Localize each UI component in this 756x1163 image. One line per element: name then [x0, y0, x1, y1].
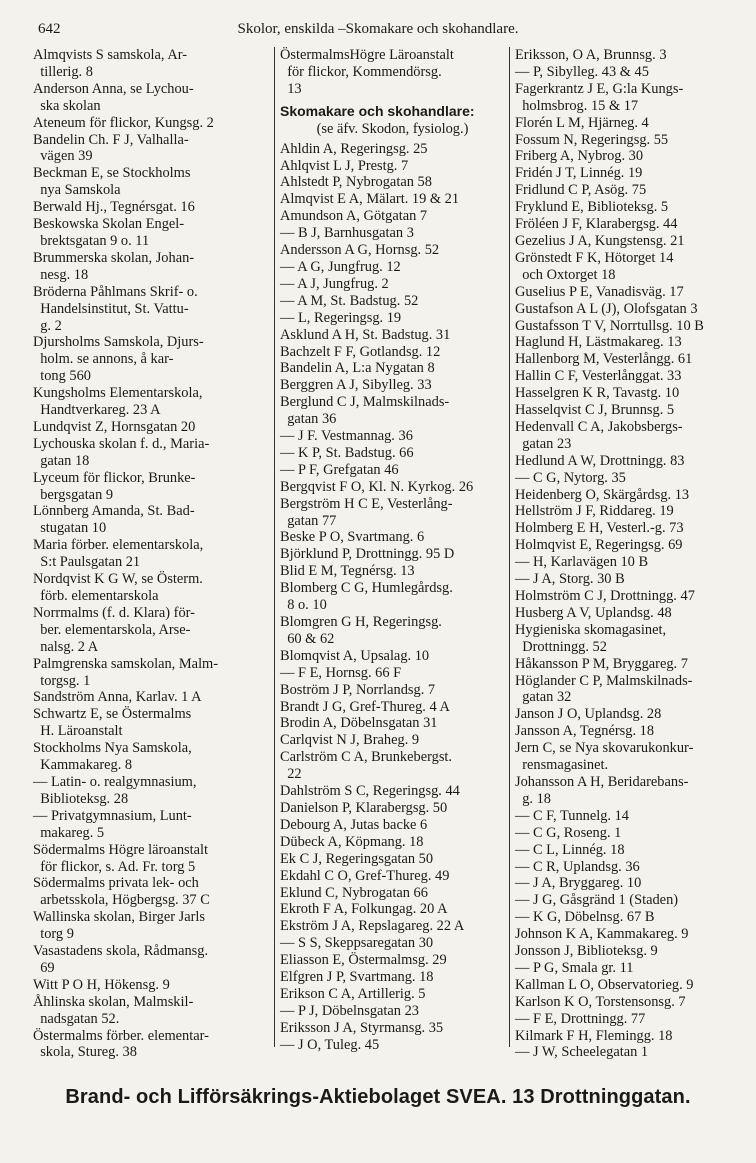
directory-entry: Vasastadens skola, Rådmansg.: [33, 943, 209, 960]
directory-entry: — J W, Scheelegatan 1: [515, 1044, 649, 1061]
directory-entry: Ekström J A, Repslagareg. 22 A: [280, 918, 465, 935]
directory-entry: 13: [280, 80, 302, 97]
directory-entry: — H, Karlavägen 10 B: [515, 554, 649, 571]
directory-entry: Johansson A H, Beridarebans-: [515, 773, 689, 790]
directory-entry: Drottningg. 52: [515, 638, 607, 655]
directory-entry: — J F. Vestmannag. 36: [280, 428, 413, 445]
directory-entry: gatan 23: [515, 435, 572, 452]
directory-entry: — J A, Storg. 30 B: [515, 571, 625, 588]
directory-entry: — C G, Nytorg. 35: [515, 469, 626, 486]
directory-entry: torg 9: [33, 926, 74, 943]
directory-entry: g. 2: [33, 317, 62, 334]
directory-entry: Karlson K O, Torstensonsg. 7: [515, 993, 686, 1010]
directory-entry: för flickor, Kommendörsg.: [280, 63, 442, 80]
directory-entry: — C G, Roseng. 1: [515, 824, 622, 841]
directory-entry: Holmberg E H, Vesterl.-g. 73: [515, 520, 684, 537]
directory-entry: nadsgatan 52.: [33, 1010, 120, 1027]
directory-entry: Johnson K A, Kammakareg. 9: [515, 926, 689, 943]
directory-entry: Hallenborg M, Vesterlångg. 61: [515, 351, 693, 368]
directory-entry: Almqvists S samskola, Ar-: [33, 47, 188, 63]
directory-entry: Jansson A, Tegnérsg. 18: [515, 723, 655, 740]
directory-entry: Hedlund A W, Drottningg. 83: [515, 452, 685, 469]
directory-entry: Björklund P, Drottningg. 95 D: [280, 546, 455, 563]
directory-entry: Bandelin A, L:a Nygatan 8: [280, 360, 435, 377]
directory-entry: Lundqvist Z, Hornsgatan 20: [33, 418, 196, 435]
directory-entry: — J A, Bryggareg. 10: [515, 875, 642, 892]
directory-entry: Kungsholms Elementarskola,: [33, 385, 203, 402]
directory-entry: Beskowska Skolan Engel-: [33, 216, 185, 233]
column-shoemakers-a: [275, 47, 510, 1053]
directory-entry: — A M, St. Badstug. 52: [280, 292, 419, 309]
directory-entry: Fridén J T, Linnég. 19: [515, 165, 643, 182]
directory-entry: 60 & 62: [280, 630, 335, 647]
directory-entry: Debourg A, Jutas backe 6: [280, 816, 428, 833]
directory-entry: H. Läroanstalt: [33, 723, 123, 740]
directory-entry: — C R, Uplandsg. 36: [515, 858, 640, 875]
directory-entry: Djursholms Samskola, Djurs-: [33, 334, 204, 351]
directory-entry: Carlström C A, Brunkebergst.: [280, 749, 453, 766]
directory-entry: Heidenberg O, Skärgårdsg. 13: [515, 486, 690, 503]
directory-entry: Palmgrenska samskolan, Malm-: [33, 655, 219, 672]
directory-entry: holmsbrog. 15 & 17: [515, 97, 639, 114]
directory-entry: Janson J O, Uplandsg. 28: [515, 706, 662, 723]
directory-entry: Hellström J F, Riddareg. 19: [515, 503, 674, 520]
directory-entry: Bröderna Påhlmans Skrif- o.: [33, 283, 198, 300]
directory-entry: torgsg. 1: [33, 672, 91, 689]
directory-entry: Almqvist E A, Mälart. 19 & 21: [280, 191, 460, 208]
directory-entry: Danielson P, Klarabergsg. 50: [280, 799, 448, 816]
directory-entry: Bandelin Ch. F J, Valhalla-: [33, 131, 189, 148]
directory-entry: gatan 18: [33, 452, 90, 469]
directory-entry: Boström J P, Norrlandsg. 7: [280, 681, 436, 698]
directory-entry: Södermalms Högre läroanstalt: [33, 841, 209, 858]
directory-entry: gatan 36: [280, 411, 337, 428]
directory-entry: Eklund C, Nybrogatan 66: [280, 884, 428, 901]
directory-entry: Dübeck A, Köpmang. 18: [280, 833, 424, 850]
directory-entry: Carlqvist N J, Braheg. 9: [280, 732, 420, 749]
directory-entry: Handtverkareg. 23 A: [33, 402, 161, 419]
directory-entry: Brandt J G, Gref-Thureg. 4 A: [280, 698, 450, 715]
directory-entry: gatan 32: [515, 689, 572, 706]
directory-entry: Biblioteksg. 28: [33, 790, 129, 807]
directory-entry: Asklund A H, St. Badstug. 31: [280, 326, 451, 343]
footer-advertisement: Brand- och Lifförsäkrings-Aktiebolaget SVEA. 13 Drottninggatan.: [65, 1086, 691, 1108]
directory-entry: Blomqvist A, Upsalag. 10: [280, 647, 430, 664]
directory-entry: Hasselgren K R, Tavastg. 10: [515, 385, 680, 402]
directory-entry: Brummerska skolan, Johan-: [33, 249, 195, 266]
directory-entry: förb. elementarskola: [33, 588, 159, 604]
directory-entry: ÖstermalmsHögre Läroanstalt: [280, 47, 454, 63]
directory-entry: Fossum N, Regeringsg. 55: [515, 131, 669, 148]
directory-entry: Bachzelt F F, Gotlandsg. 12: [280, 343, 441, 360]
directory-entry: makareg. 5: [33, 824, 105, 841]
directory-entry: Ahlqvist L J, Prestg. 7: [280, 157, 409, 174]
directory-entry: Gustafsson T V, Norrtullsg. 10 B: [515, 317, 704, 334]
directory-entry: Norrmalms (f. d. Klara) för-: [33, 604, 195, 621]
directory-entry: Witt P O H, Hökensg. 9: [33, 976, 170, 993]
directory-entry: Blid E M, Tegnérsg. 13: [280, 563, 415, 580]
directory-entry: — P G, Smala gr. 11: [515, 959, 634, 976]
directory-entry: Eriksson J A, Styrmansg. 35: [280, 1019, 444, 1036]
directory-entry: Wallinska skolan, Birger Jarls: [33, 909, 206, 926]
directory-entry: — Privatgymnasium, Lunt-: [33, 807, 192, 824]
directory-entry: — A J, Jungfrug. 2: [280, 275, 389, 292]
directory-entry: Anderson Anna, se Lychou-: [33, 80, 194, 97]
directory-entry: Brodin A, Döbelnsgatan 31: [280, 715, 438, 732]
directory-entry: tillerig. 8: [33, 63, 93, 80]
directory-entry: Ahldin A, Regeringsg. 25: [280, 140, 428, 157]
directory-entry: — C L, Linnég. 18: [515, 841, 625, 858]
directory-entry: Sandström Anna, Karlav. 1 A: [33, 689, 202, 706]
directory-entry: Ahlstedt P, Nybrogatan 58: [280, 174, 432, 191]
directory-entry: Beckman E, se Stockholms: [33, 165, 191, 182]
directory-entry: Husberg A V, Uplandsg. 48: [515, 604, 672, 621]
running-head: Skolor, enskilda –Skomakare och skohandlare.: [237, 21, 519, 37]
directory-entry: Gezelius J A, Kungstensg. 21: [515, 232, 685, 249]
directory-entry: 69: [33, 959, 55, 976]
directory-entry: — K G, Döbelnsg. 67 B: [515, 909, 655, 926]
directory-entry: Ekroth F A, Folkungag. 20 A: [280, 901, 448, 918]
directory-entry: Handelsinstitut, St. Vattu-: [33, 300, 189, 317]
directory-entry: Berggren A J, Sibylleg. 33: [280, 377, 432, 394]
directory-entry: Fagerkrantz J E, G:la Kungs-: [515, 80, 684, 97]
directory-entry: nya Samskola: [33, 182, 121, 199]
directory-entry: — K P, St. Badstug. 66: [280, 444, 414, 461]
directory-entry: Blomgren G H, Regeringsg.: [280, 614, 442, 630]
directory-entry: Kammakareg. 8: [33, 757, 133, 774]
directory-entry: Eriksson, O A, Brunnsg. 3: [515, 47, 667, 63]
directory-entry: stugatan 10: [33, 520, 107, 537]
directory-entry: 22: [280, 766, 302, 783]
directory-entry: Lychouska skolan f. d., Maria-: [33, 435, 210, 452]
directory-entry: — S S, Skeppsaregatan 30: [280, 935, 434, 952]
directory-entry: arbetsskola, Högbergsg. 37 C: [33, 892, 210, 909]
directory-entry: g. 18: [515, 790, 551, 807]
directory-entry: Holmström C J, Drottningg. 47: [515, 588, 695, 604]
directory-entry: — P F, Grefgatan 46: [280, 461, 399, 478]
directory-entry: Erikson C A, Artillerig. 5: [280, 985, 426, 1002]
directory-entry: gatan 77: [280, 512, 337, 529]
directory-entry: för flickor, s. Ad. Fr. torg 5: [33, 858, 196, 875]
directory-entry: Fridlund C P, Asög. 75: [515, 182, 647, 199]
directory-entry: — J G, Gåsgränd 1 (Staden): [515, 892, 679, 909]
directory-entry: — B J, Barnhusgatan 3: [280, 225, 414, 242]
directory-entry: Hygieniska skomagasinet,: [515, 621, 667, 638]
column-shoemakers-b: [510, 47, 725, 1061]
directory-entry: — J O, Tuleg. 45: [280, 1036, 380, 1053]
directory-entry: Fryklund E, Biblioteksg. 5: [515, 199, 669, 216]
directory-entry: — P J, Döbelnsgatan 23: [280, 1002, 419, 1019]
directory-entry: Ekdahl C O, Gref-Thureg. 49: [280, 867, 450, 884]
directory-entry: Höglander C P, Malmskilnads-: [515, 672, 693, 689]
directory-entry: Eliasson E, Östermalmsg. 29: [280, 952, 447, 969]
directory-entry: — C F, Tunnelg. 14: [515, 807, 630, 824]
directory-entry: nesg. 18: [33, 266, 89, 283]
directory-entry: Bergström H C E, Vesterlång-: [280, 495, 453, 512]
directory-columns: [33, 47, 725, 1061]
directory-entry: — Latin- o. realgymnasium,: [33, 773, 197, 790]
directory-entry: Friberg A, Nybrog. 30: [515, 148, 644, 165]
directory-entry: skola, Stureg. 38: [33, 1044, 137, 1061]
directory-entry: 8 o. 10: [280, 597, 327, 614]
directory-entry: Södermalms privata lek- och: [33, 875, 199, 892]
directory-entry: Lönnberg Amanda, St. Bad-: [33, 503, 195, 520]
directory-entry: Kallman L O, Observatorieg. 9: [515, 976, 694, 993]
directory-entry: Florén L M, Hjärneg. 4: [515, 114, 649, 131]
directory-entry: Hasselqvist C J, Brunnsg. 5: [515, 402, 675, 419]
directory-entry: rensmagasinet.: [515, 757, 609, 774]
directory-entry: Beske P O, Svartmang. 6: [280, 529, 425, 546]
directory-entry: Åhlinska skolan, Malmskil-: [33, 993, 194, 1010]
directory-entry: Hedenvall C A, Jakobsbergs-: [515, 418, 683, 435]
directory-entry: S:t Paulsgatan 21: [33, 554, 141, 571]
directory-entry: — A G, Jungfrug. 12: [280, 258, 401, 275]
directory-entry: Grönstedt F K, Hötorget 14: [515, 249, 674, 266]
directory-entry: Lyceum för flickor, Brunke-: [33, 469, 196, 486]
directory-entry: Andersson A G, Hornsg. 52: [280, 242, 440, 259]
directory-entry: Nordqvist K G W, se Österm.: [33, 571, 203, 588]
directory-entry: Håkansson P M, Bryggareg. 7: [515, 655, 688, 672]
directory-entry: tong 560: [33, 368, 91, 385]
directory-entry: — L, Regeringsg. 19: [280, 309, 402, 326]
directory-entry: Ateneum för flickor, Kungsg. 2: [33, 114, 214, 131]
directory-entry: Dahlström S C, Regeringsg. 44: [280, 783, 460, 800]
directory-entry: Östermalms förber. elementar-: [33, 1027, 209, 1044]
directory-entry: ber. elementarskola, Arse-: [33, 621, 191, 638]
directory-entry: — P, Sibylleg. 43 & 45: [515, 63, 649, 80]
directory-entry: Jern C, se Nya skovarukonkur-: [515, 740, 694, 757]
directory-entry: Stockholms Nya Samskola,: [33, 740, 192, 757]
directory-entry: ska skolan: [33, 97, 101, 114]
directory-entry: Berglund C J, Malmskilnads-: [280, 394, 450, 411]
directory-entry: Fröléen J F, Klarabergsg. 44: [515, 216, 678, 233]
directory-entry: Ek C J, Regeringsgatan 50: [280, 850, 434, 867]
directory-entry: bergsgatan 9: [33, 486, 114, 503]
page-number: 642: [38, 21, 61, 37]
directory-entry: och Oxtorget 18: [515, 266, 616, 283]
directory-entry: Blomberg C G, Humlegårdsg.: [280, 580, 453, 597]
directory-entry: Haglund H, Lästmakareg. 13: [515, 334, 682, 351]
directory-entry: — F E, Hornsg. 66 F: [280, 664, 402, 681]
directory-entry: holm. se annons, å kar-: [33, 351, 174, 368]
directory-entry: nalsg. 2 A: [33, 638, 99, 655]
directory-entry: Jonsson J, Biblioteksg. 9: [515, 943, 658, 960]
directory-entry: Gustafson A L (J), Olofsgatan 3: [515, 300, 698, 317]
section-heading: Skomakare och skohandlare:: [280, 102, 475, 119]
directory-entry: Holmqvist E, Regeringsg. 69: [515, 537, 683, 554]
section-subheading: (se äfv. Skodon, fysiolog.): [316, 120, 469, 137]
directory-entry: Guselius P E, Vanadisväg. 17: [515, 283, 684, 300]
directory-entry: Amundson A, Götgatan 7: [280, 208, 428, 225]
directory-entry: vägen 39: [33, 148, 93, 165]
directory-entry: brektsgatan 9 o. 11: [33, 232, 150, 249]
directory-entry: Maria förber. elementarskola,: [33, 537, 204, 554]
directory-entry: Bergqvist F O, Kl. N. Kyrkog. 26: [280, 478, 474, 495]
column-schools: [33, 47, 275, 1061]
directory-entry: Elfgren J P, Svartmang. 18: [280, 969, 434, 986]
directory-entry: Hallin C F, Vesterlånggat. 33: [515, 368, 682, 385]
directory-entry: Kilmark F H, Flemingg. 18: [515, 1027, 673, 1044]
directory-entry: — F E, Drottningg. 77: [515, 1010, 646, 1027]
directory-entry: Schwartz E, se Östermalms: [33, 706, 192, 723]
directory-entry: Berwald Hj., Tegnérsgat. 16: [33, 199, 195, 216]
